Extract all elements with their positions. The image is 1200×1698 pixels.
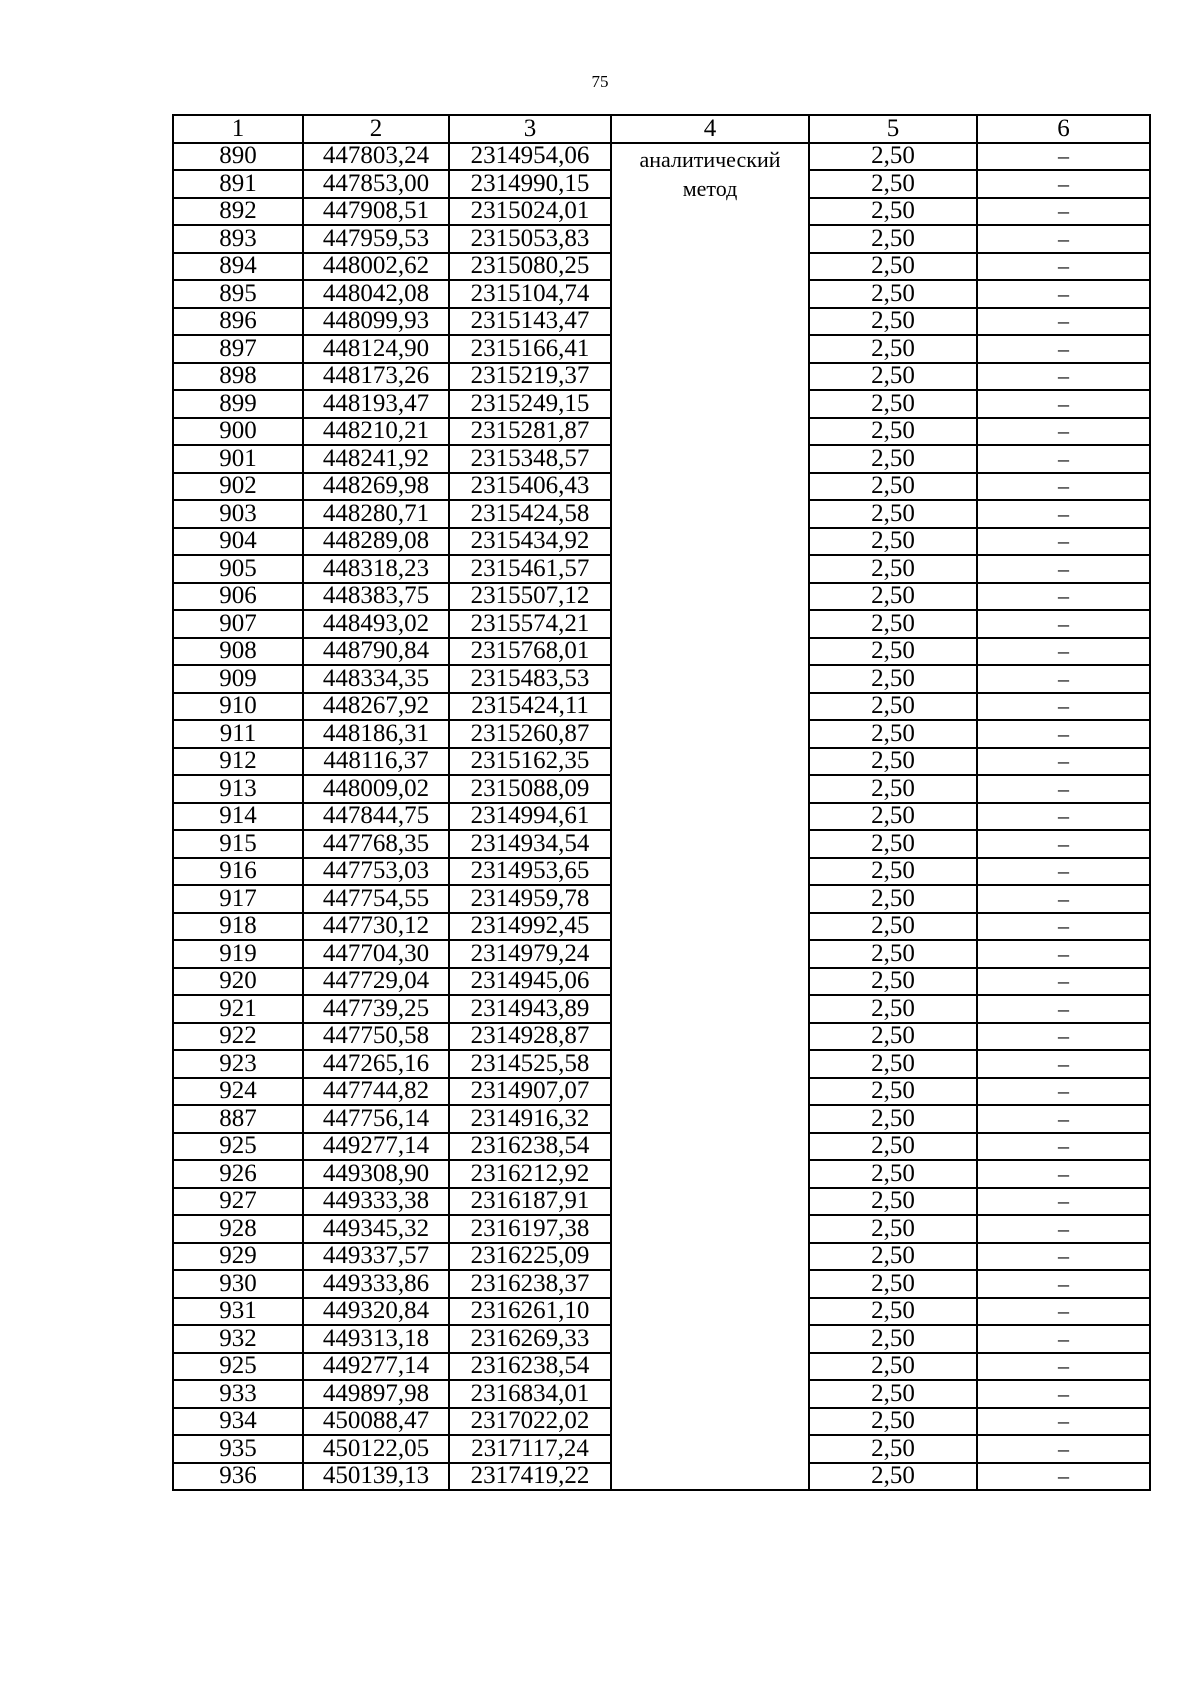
note-cell: – bbox=[977, 748, 1150, 776]
point-number-cell: 926 bbox=[173, 1160, 303, 1188]
note-cell: – bbox=[977, 473, 1150, 501]
note-cell: – bbox=[977, 913, 1150, 941]
note-cell: – bbox=[977, 1463, 1150, 1491]
x-coordinate-cell: 447744,82 bbox=[303, 1078, 449, 1106]
y-coordinate-cell: 2316197,38 bbox=[449, 1215, 611, 1243]
accuracy-cell: 2,50 bbox=[809, 1050, 977, 1078]
point-number-cell: 927 bbox=[173, 1188, 303, 1216]
note-cell: – bbox=[977, 1188, 1150, 1216]
point-number-cell: 903 bbox=[173, 500, 303, 528]
column-header-4: 4 bbox=[611, 115, 809, 143]
point-number-cell: 917 bbox=[173, 885, 303, 913]
accuracy-cell: 2,50 bbox=[809, 858, 977, 886]
column-header-3: 3 bbox=[449, 115, 611, 143]
note-cell: – bbox=[977, 390, 1150, 418]
point-number-cell: 901 bbox=[173, 445, 303, 473]
accuracy-cell: 2,50 bbox=[809, 280, 977, 308]
point-number-cell: 902 bbox=[173, 473, 303, 501]
accuracy-cell: 2,50 bbox=[809, 528, 977, 556]
accuracy-cell: 2,50 bbox=[809, 390, 977, 418]
point-number-cell: 896 bbox=[173, 308, 303, 336]
x-coordinate-cell: 449897,98 bbox=[303, 1380, 449, 1408]
note-cell: – bbox=[977, 1353, 1150, 1381]
x-coordinate-cell: 447959,53 bbox=[303, 225, 449, 253]
y-coordinate-cell: 2315166,41 bbox=[449, 335, 611, 363]
x-coordinate-cell: 449308,90 bbox=[303, 1160, 449, 1188]
column-header-1: 1 bbox=[173, 115, 303, 143]
y-coordinate-cell: 2315281,87 bbox=[449, 418, 611, 446]
point-number-cell: 916 bbox=[173, 858, 303, 886]
accuracy-cell: 2,50 bbox=[809, 1243, 977, 1271]
note-cell: – bbox=[977, 308, 1150, 336]
y-coordinate-cell: 2315348,57 bbox=[449, 445, 611, 473]
y-coordinate-cell: 2316225,09 bbox=[449, 1243, 611, 1271]
accuracy-cell: 2,50 bbox=[809, 665, 977, 693]
x-coordinate-cell: 447908,51 bbox=[303, 198, 449, 226]
x-coordinate-cell: 448790,84 bbox=[303, 638, 449, 666]
accuracy-cell: 2,50 bbox=[809, 1463, 977, 1491]
accuracy-cell: 2,50 bbox=[809, 1270, 977, 1298]
y-coordinate-cell: 2314907,07 bbox=[449, 1078, 611, 1106]
x-coordinate-cell: 450122,05 bbox=[303, 1435, 449, 1463]
note-cell: – bbox=[977, 1023, 1150, 1051]
x-coordinate-cell: 448002,62 bbox=[303, 253, 449, 281]
accuracy-cell: 2,50 bbox=[809, 1435, 977, 1463]
y-coordinate-cell: 2315162,35 bbox=[449, 748, 611, 776]
x-coordinate-cell: 448116,37 bbox=[303, 748, 449, 776]
note-cell: – bbox=[977, 280, 1150, 308]
point-number-cell: 892 bbox=[173, 198, 303, 226]
x-coordinate-cell: 447756,14 bbox=[303, 1105, 449, 1133]
accuracy-cell: 2,50 bbox=[809, 1380, 977, 1408]
point-number-cell: 907 bbox=[173, 610, 303, 638]
point-number-cell: 905 bbox=[173, 555, 303, 583]
y-coordinate-cell: 2314994,61 bbox=[449, 803, 611, 831]
table-row bbox=[173, 143, 1150, 171]
note-cell: – bbox=[977, 830, 1150, 858]
table-body bbox=[173, 143, 1150, 1491]
accuracy-cell: 2,50 bbox=[809, 1325, 977, 1353]
y-coordinate-cell: 2314934,54 bbox=[449, 830, 611, 858]
x-coordinate-cell: 447803,24 bbox=[303, 143, 449, 171]
x-coordinate-cell: 447844,75 bbox=[303, 803, 449, 831]
point-number-cell: 931 bbox=[173, 1298, 303, 1326]
accuracy-cell: 2,50 bbox=[809, 638, 977, 666]
note-cell: – bbox=[977, 693, 1150, 721]
x-coordinate-cell: 447704,30 bbox=[303, 940, 449, 968]
accuracy-cell: 2,50 bbox=[809, 500, 977, 528]
y-coordinate-cell: 2314945,06 bbox=[449, 968, 611, 996]
note-cell: – bbox=[977, 143, 1150, 171]
point-number-cell: 904 bbox=[173, 528, 303, 556]
y-coordinate-cell: 2315434,92 bbox=[449, 528, 611, 556]
accuracy-cell: 2,50 bbox=[809, 363, 977, 391]
accuracy-cell: 2,50 bbox=[809, 225, 977, 253]
y-coordinate-cell: 2314954,06 bbox=[449, 143, 611, 171]
note-cell: – bbox=[977, 995, 1150, 1023]
note-cell: – bbox=[977, 775, 1150, 803]
accuracy-cell: 2,50 bbox=[809, 583, 977, 611]
x-coordinate-cell: 448318,23 bbox=[303, 555, 449, 583]
x-coordinate-cell: 448267,92 bbox=[303, 693, 449, 721]
point-number-cell: 930 bbox=[173, 1270, 303, 1298]
note-cell: – bbox=[977, 1050, 1150, 1078]
accuracy-cell: 2,50 bbox=[809, 1408, 977, 1436]
x-coordinate-cell: 449277,14 bbox=[303, 1133, 449, 1161]
y-coordinate-cell: 2316269,33 bbox=[449, 1325, 611, 1353]
point-number-cell: 919 bbox=[173, 940, 303, 968]
point-number-cell: 923 bbox=[173, 1050, 303, 1078]
point-number-cell: 921 bbox=[173, 995, 303, 1023]
table-header-row bbox=[173, 115, 1150, 143]
accuracy-cell: 2,50 bbox=[809, 940, 977, 968]
point-number-cell: 897 bbox=[173, 335, 303, 363]
y-coordinate-cell: 2314916,32 bbox=[449, 1105, 611, 1133]
note-cell: – bbox=[977, 1215, 1150, 1243]
note-cell: – bbox=[977, 638, 1150, 666]
x-coordinate-cell: 447265,16 bbox=[303, 1050, 449, 1078]
y-coordinate-cell: 2314979,24 bbox=[449, 940, 611, 968]
y-coordinate-cell: 2317117,24 bbox=[449, 1435, 611, 1463]
note-cell: – bbox=[977, 528, 1150, 556]
note-cell: – bbox=[977, 1408, 1150, 1436]
note-cell: – bbox=[977, 418, 1150, 446]
method-cell bbox=[611, 143, 809, 1491]
column-header-6: 6 bbox=[977, 115, 1150, 143]
y-coordinate-cell: 2315260,87 bbox=[449, 720, 611, 748]
y-coordinate-cell: 2315053,83 bbox=[449, 225, 611, 253]
x-coordinate-cell: 450139,13 bbox=[303, 1463, 449, 1491]
point-number-cell: 920 bbox=[173, 968, 303, 996]
point-number-cell: 925 bbox=[173, 1353, 303, 1381]
note-cell: – bbox=[977, 720, 1150, 748]
accuracy-cell: 2,50 bbox=[809, 1298, 977, 1326]
accuracy-cell: 2,50 bbox=[809, 308, 977, 336]
note-cell: – bbox=[977, 1380, 1150, 1408]
point-number-cell: 887 bbox=[173, 1105, 303, 1133]
y-coordinate-cell: 2315024,01 bbox=[449, 198, 611, 226]
point-number-cell: 894 bbox=[173, 253, 303, 281]
point-number-cell: 935 bbox=[173, 1435, 303, 1463]
x-coordinate-cell: 448334,35 bbox=[303, 665, 449, 693]
y-coordinate-cell: 2315424,11 bbox=[449, 693, 611, 721]
x-coordinate-cell: 448280,71 bbox=[303, 500, 449, 528]
note-cell: – bbox=[977, 1298, 1150, 1326]
accuracy-cell: 2,50 bbox=[809, 253, 977, 281]
y-coordinate-cell: 2315249,15 bbox=[449, 390, 611, 418]
x-coordinate-cell: 449333,86 bbox=[303, 1270, 449, 1298]
note-cell: – bbox=[977, 968, 1150, 996]
point-number-cell: 909 bbox=[173, 665, 303, 693]
accuracy-cell: 2,50 bbox=[809, 610, 977, 638]
x-coordinate-cell: 448383,75 bbox=[303, 583, 449, 611]
point-number-cell: 913 bbox=[173, 775, 303, 803]
point-number-cell: 924 bbox=[173, 1078, 303, 1106]
note-cell: – bbox=[977, 1270, 1150, 1298]
accuracy-cell: 2,50 bbox=[809, 885, 977, 913]
y-coordinate-cell: 2315406,43 bbox=[449, 473, 611, 501]
accuracy-cell: 2,50 bbox=[809, 198, 977, 226]
y-coordinate-cell: 2317022,02 bbox=[449, 1408, 611, 1436]
note-cell: – bbox=[977, 803, 1150, 831]
x-coordinate-cell: 448173,26 bbox=[303, 363, 449, 391]
x-coordinate-cell: 449333,38 bbox=[303, 1188, 449, 1216]
accuracy-cell: 2,50 bbox=[809, 555, 977, 583]
note-cell: – bbox=[977, 583, 1150, 611]
x-coordinate-cell: 447750,58 bbox=[303, 1023, 449, 1051]
note-cell: – bbox=[977, 555, 1150, 583]
x-coordinate-cell: 448269,98 bbox=[303, 473, 449, 501]
point-number-cell: 934 bbox=[173, 1408, 303, 1436]
y-coordinate-cell: 2315424,58 bbox=[449, 500, 611, 528]
accuracy-cell: 2,50 bbox=[809, 775, 977, 803]
point-number-cell: 906 bbox=[173, 583, 303, 611]
accuracy-cell: 2,50 bbox=[809, 693, 977, 721]
y-coordinate-cell: 2314953,65 bbox=[449, 858, 611, 886]
accuracy-cell: 2,50 bbox=[809, 968, 977, 996]
y-coordinate-cell: 2316212,92 bbox=[449, 1160, 611, 1188]
point-number-cell: 922 bbox=[173, 1023, 303, 1051]
x-coordinate-cell: 450088,47 bbox=[303, 1408, 449, 1436]
y-coordinate-cell: 2316834,01 bbox=[449, 1380, 611, 1408]
x-coordinate-cell: 448241,92 bbox=[303, 445, 449, 473]
page-number: 75 bbox=[591, 72, 609, 91]
x-coordinate-cell: 448042,08 bbox=[303, 280, 449, 308]
accuracy-cell: 2,50 bbox=[809, 418, 977, 446]
accuracy-cell: 2,50 bbox=[809, 1160, 977, 1188]
accuracy-cell: 2,50 bbox=[809, 1133, 977, 1161]
point-number-cell: 918 bbox=[173, 913, 303, 941]
x-coordinate-cell: 448289,08 bbox=[303, 528, 449, 556]
x-coordinate-cell: 448124,90 bbox=[303, 335, 449, 363]
method-line-2: метод bbox=[682, 175, 738, 201]
accuracy-cell: 2,50 bbox=[809, 445, 977, 473]
accuracy-cell: 2,50 bbox=[809, 720, 977, 748]
point-number-cell: 910 bbox=[173, 693, 303, 721]
point-number-cell: 900 bbox=[173, 418, 303, 446]
x-coordinate-cell: 447753,03 bbox=[303, 858, 449, 886]
point-number-cell: 912 bbox=[173, 748, 303, 776]
accuracy-cell: 2,50 bbox=[809, 1353, 977, 1381]
note-cell: – bbox=[977, 170, 1150, 198]
x-coordinate-cell: 449345,32 bbox=[303, 1215, 449, 1243]
y-coordinate-cell: 2314990,15 bbox=[449, 170, 611, 198]
note-cell: – bbox=[977, 940, 1150, 968]
y-coordinate-cell: 2315461,57 bbox=[449, 555, 611, 583]
y-coordinate-cell: 2315104,74 bbox=[449, 280, 611, 308]
point-number-cell: 890 bbox=[173, 143, 303, 171]
note-cell: – bbox=[977, 363, 1150, 391]
accuracy-cell: 2,50 bbox=[809, 995, 977, 1023]
note-cell: – bbox=[977, 665, 1150, 693]
x-coordinate-cell: 447768,35 bbox=[303, 830, 449, 858]
accuracy-cell: 2,50 bbox=[809, 748, 977, 776]
accuracy-cell: 2,50 bbox=[809, 1078, 977, 1106]
note-cell: – bbox=[977, 1133, 1150, 1161]
y-coordinate-cell: 2314525,58 bbox=[449, 1050, 611, 1078]
accuracy-cell: 2,50 bbox=[809, 803, 977, 831]
note-cell: – bbox=[977, 1160, 1150, 1188]
y-coordinate-cell: 2315507,12 bbox=[449, 583, 611, 611]
x-coordinate-cell: 448210,21 bbox=[303, 418, 449, 446]
y-coordinate-cell: 2315143,47 bbox=[449, 308, 611, 336]
x-coordinate-cell: 447730,12 bbox=[303, 913, 449, 941]
note-cell: – bbox=[977, 198, 1150, 226]
accuracy-cell: 2,50 bbox=[809, 1105, 977, 1133]
point-number-cell: 933 bbox=[173, 1380, 303, 1408]
x-coordinate-cell: 448186,31 bbox=[303, 720, 449, 748]
accuracy-cell: 2,50 bbox=[809, 913, 977, 941]
column-header-2: 2 bbox=[303, 115, 449, 143]
y-coordinate-cell: 2315768,01 bbox=[449, 638, 611, 666]
y-coordinate-cell: 2314943,89 bbox=[449, 995, 611, 1023]
accuracy-cell: 2,50 bbox=[809, 143, 977, 171]
point-number-cell: 893 bbox=[173, 225, 303, 253]
note-cell: – bbox=[977, 253, 1150, 281]
accuracy-cell: 2,50 bbox=[809, 335, 977, 363]
point-number-cell: 899 bbox=[173, 390, 303, 418]
note-cell: – bbox=[977, 500, 1150, 528]
point-number-cell: 895 bbox=[173, 280, 303, 308]
note-cell: – bbox=[977, 1078, 1150, 1106]
y-coordinate-cell: 2315219,37 bbox=[449, 363, 611, 391]
accuracy-cell: 2,50 bbox=[809, 1188, 977, 1216]
x-coordinate-cell: 447729,04 bbox=[303, 968, 449, 996]
y-coordinate-cell: 2315574,21 bbox=[449, 610, 611, 638]
accuracy-cell: 2,50 bbox=[809, 1215, 977, 1243]
note-cell: – bbox=[977, 1243, 1150, 1271]
point-number-cell: 932 bbox=[173, 1325, 303, 1353]
x-coordinate-cell: 449313,18 bbox=[303, 1325, 449, 1353]
point-number-cell: 914 bbox=[173, 803, 303, 831]
y-coordinate-cell: 2314992,45 bbox=[449, 913, 611, 941]
note-cell: – bbox=[977, 858, 1150, 886]
method-line-1: аналитический bbox=[639, 146, 781, 172]
note-cell: – bbox=[977, 1435, 1150, 1463]
y-coordinate-cell: 2316261,10 bbox=[449, 1298, 611, 1326]
y-coordinate-cell: 2316238,54 bbox=[449, 1133, 611, 1161]
coordinates-table bbox=[172, 114, 1151, 1491]
point-number-cell: 911 bbox=[173, 720, 303, 748]
note-cell: – bbox=[977, 610, 1150, 638]
x-coordinate-cell: 448099,93 bbox=[303, 308, 449, 336]
note-cell: – bbox=[977, 1105, 1150, 1133]
y-coordinate-cell: 2315080,25 bbox=[449, 253, 611, 281]
column-header-5: 5 bbox=[809, 115, 977, 143]
note-cell: – bbox=[977, 885, 1150, 913]
point-number-cell: 936 bbox=[173, 1463, 303, 1491]
x-coordinate-cell: 448493,02 bbox=[303, 610, 449, 638]
accuracy-cell: 2,50 bbox=[809, 1023, 977, 1051]
note-cell: – bbox=[977, 335, 1150, 363]
x-coordinate-cell: 447754,55 bbox=[303, 885, 449, 913]
y-coordinate-cell: 2315088,09 bbox=[449, 775, 611, 803]
x-coordinate-cell: 448193,47 bbox=[303, 390, 449, 418]
point-number-cell: 891 bbox=[173, 170, 303, 198]
y-coordinate-cell: 2317419,22 bbox=[449, 1463, 611, 1491]
y-coordinate-cell: 2314928,87 bbox=[449, 1023, 611, 1051]
accuracy-cell: 2,50 bbox=[809, 473, 977, 501]
x-coordinate-cell: 449320,84 bbox=[303, 1298, 449, 1326]
point-number-cell: 915 bbox=[173, 830, 303, 858]
point-number-cell: 898 bbox=[173, 363, 303, 391]
y-coordinate-cell: 2316238,37 bbox=[449, 1270, 611, 1298]
x-coordinate-cell: 448009,02 bbox=[303, 775, 449, 803]
y-coordinate-cell: 2316187,91 bbox=[449, 1188, 611, 1216]
y-coordinate-cell: 2314959,78 bbox=[449, 885, 611, 913]
point-number-cell: 928 bbox=[173, 1215, 303, 1243]
x-coordinate-cell: 449277,14 bbox=[303, 1353, 449, 1381]
y-coordinate-cell: 2315483,53 bbox=[449, 665, 611, 693]
x-coordinate-cell: 447853,00 bbox=[303, 170, 449, 198]
accuracy-cell: 2,50 bbox=[809, 170, 977, 198]
note-cell: – bbox=[977, 445, 1150, 473]
point-number-cell: 925 bbox=[173, 1133, 303, 1161]
point-number-cell: 929 bbox=[173, 1243, 303, 1271]
accuracy-cell: 2,50 bbox=[809, 830, 977, 858]
note-cell: – bbox=[977, 1325, 1150, 1353]
note-cell: – bbox=[977, 225, 1150, 253]
point-number-cell: 908 bbox=[173, 638, 303, 666]
x-coordinate-cell: 447739,25 bbox=[303, 995, 449, 1023]
x-coordinate-cell: 449337,57 bbox=[303, 1243, 449, 1271]
y-coordinate-cell: 2316238,54 bbox=[449, 1353, 611, 1381]
